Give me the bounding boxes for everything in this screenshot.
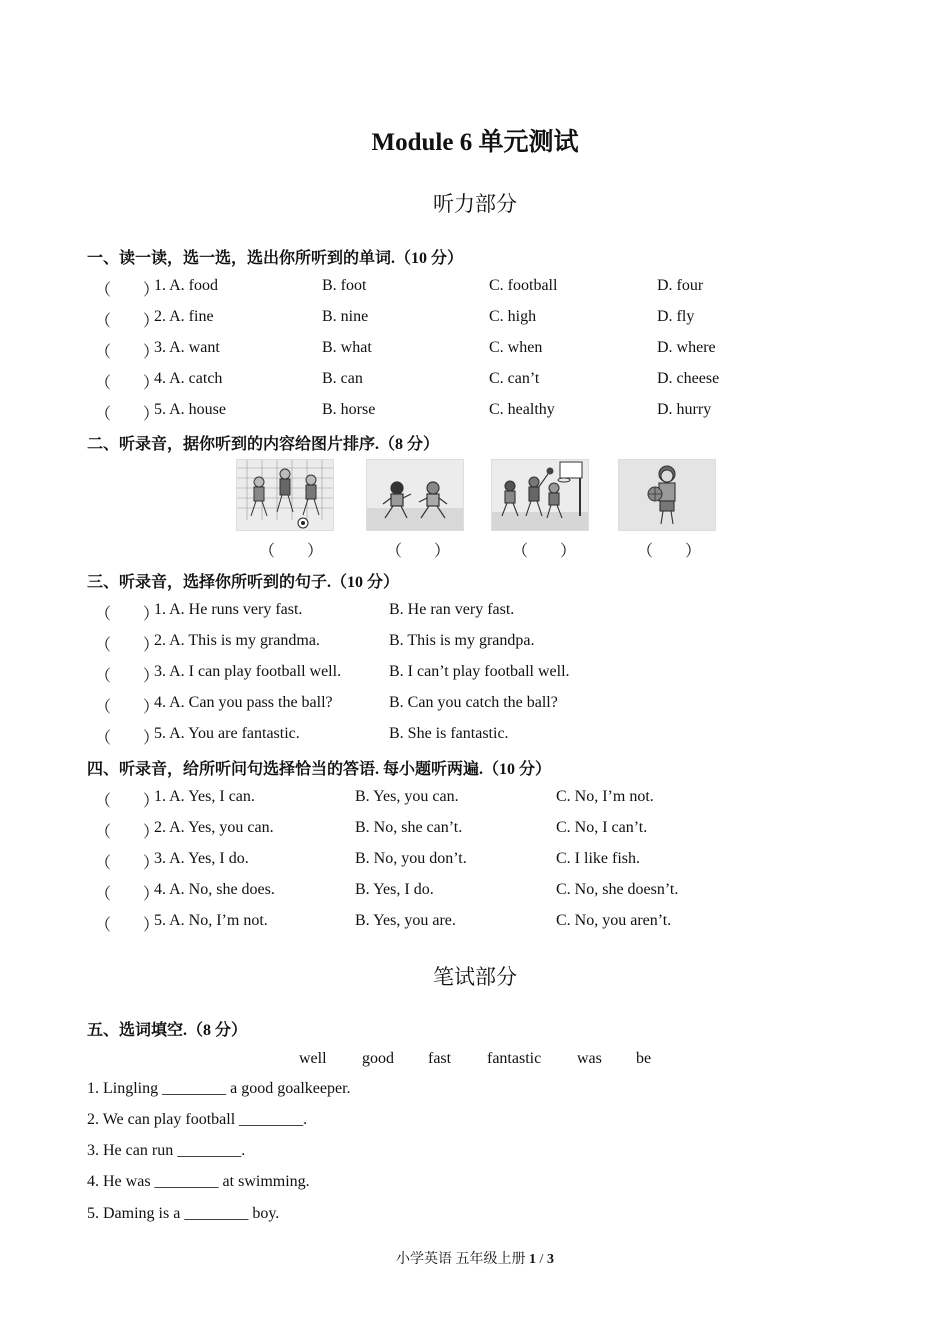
answer-blank[interactable]: （ ） bbox=[95, 886, 160, 903]
word-bank-word: was bbox=[577, 1050, 602, 1067]
running-children-picture bbox=[366, 459, 464, 531]
section-2-heading: 二、听录音，据你听到的内容给图片排序.（8 分） bbox=[87, 436, 440, 453]
section-4-heading: 四、听录音，给所听问句选择恰当的答语. 每小题听两遍.（10 分） bbox=[87, 761, 552, 778]
answer-blank[interactable]: （ ） bbox=[95, 824, 160, 841]
option-a: 1. A. food bbox=[154, 277, 218, 294]
option-a: 4. A. Can you pass the ball? bbox=[154, 694, 333, 711]
page-title: Module 6 单元测试 bbox=[371, 129, 579, 156]
option-d: D. hurry bbox=[657, 401, 712, 418]
section-3-heading: 三、听录音，选择你所听到的句子.（10 分） bbox=[87, 574, 400, 591]
option-a: 4. A. No, she does. bbox=[154, 881, 275, 898]
option-c: C. I like fish. bbox=[556, 850, 640, 867]
option-d: D. four bbox=[657, 277, 704, 294]
word-bank-word: good bbox=[362, 1050, 394, 1067]
option-a: 5. A. house bbox=[154, 401, 226, 418]
answer-blank[interactable]: （ ） bbox=[95, 637, 160, 654]
question-row bbox=[87, 401, 887, 423]
option-a: 1. A. Yes, I can. bbox=[154, 788, 255, 805]
answer-blank[interactable]: （ ） bbox=[95, 917, 160, 934]
word-bank-word: fast bbox=[428, 1050, 452, 1067]
question-row bbox=[87, 663, 887, 685]
option-b: B. nine bbox=[322, 308, 369, 325]
fill-blank-item: 2. We can play football ________. bbox=[87, 1111, 308, 1128]
fill-blank-item: 4. He was ________ at swimming. bbox=[87, 1173, 310, 1190]
question-row bbox=[87, 819, 887, 841]
footer-total: 3 bbox=[546, 1252, 554, 1267]
answer-blank[interactable]: （ ） bbox=[95, 344, 160, 361]
question-row bbox=[87, 725, 887, 747]
question-row bbox=[87, 601, 887, 623]
question-row bbox=[87, 788, 887, 810]
question-row bbox=[87, 339, 887, 361]
option-c: C. healthy bbox=[489, 401, 555, 418]
question-row bbox=[87, 277, 887, 299]
answer-blank[interactable]: （ ） bbox=[95, 730, 160, 747]
option-b: B. Yes, you can. bbox=[355, 788, 459, 805]
football-players-picture bbox=[236, 459, 334, 531]
option-a: 5. A. No, I’m not. bbox=[154, 912, 268, 929]
question-row bbox=[87, 912, 887, 934]
answer-blank[interactable]: （ ） bbox=[95, 855, 160, 872]
question-row bbox=[87, 308, 887, 330]
section-1-heading: 一、读一读，选一选，选出你所听到的单词.（10 分） bbox=[87, 250, 464, 267]
word-bank-word: fantastic bbox=[487, 1050, 542, 1067]
answer-blank[interactable]: （ ） bbox=[95, 375, 160, 392]
option-a: 2. A. This is my grandma. bbox=[154, 632, 320, 649]
option-d: D. where bbox=[657, 339, 716, 356]
question-row bbox=[87, 694, 887, 716]
option-b: B. what bbox=[322, 339, 372, 356]
question-row bbox=[87, 850, 887, 872]
option-b: B. Yes, I do. bbox=[355, 881, 434, 898]
answer-blank[interactable]: （ ） bbox=[95, 313, 160, 330]
option-c: C. No, I can’t. bbox=[556, 819, 648, 836]
option-c: C. when bbox=[489, 339, 543, 356]
question-row bbox=[87, 881, 887, 903]
answer-blank[interactable]: （ ） bbox=[95, 406, 160, 423]
answer-blank[interactable]: （ ） bbox=[95, 282, 160, 299]
option-b: B. He ran very fast. bbox=[389, 601, 515, 618]
footer-text: 小学英语 五年级上册 bbox=[396, 1252, 530, 1267]
option-c: C. football bbox=[489, 277, 558, 294]
basketball-players-picture bbox=[491, 459, 589, 531]
option-b: B. I can’t play football well. bbox=[389, 663, 570, 680]
option-b: B. Can you catch the ball? bbox=[389, 694, 558, 711]
picture-2-answer-blank[interactable]: （ ） bbox=[386, 543, 451, 560]
fill-blank-item: 1. Lingling ________ a good goalkeeper. bbox=[87, 1080, 351, 1097]
answer-blank[interactable]: （ ） bbox=[95, 668, 160, 685]
option-b: B. horse bbox=[322, 401, 376, 418]
option-c: C. high bbox=[489, 308, 537, 325]
writing-section-title: 笔试部分 bbox=[433, 965, 517, 989]
option-a: 2. A. Yes, you can. bbox=[154, 819, 274, 836]
word-bank-word: be bbox=[636, 1050, 652, 1067]
listening-section-title: 听力部分 bbox=[433, 192, 517, 216]
page-footer bbox=[0, 1248, 950, 1268]
footer-page: 1 bbox=[529, 1252, 537, 1267]
footer-sep: / bbox=[536, 1252, 547, 1267]
option-c: C. No, she doesn’t. bbox=[556, 881, 679, 898]
option-c: C. No, you aren’t. bbox=[556, 912, 672, 929]
word-bank-word: well bbox=[299, 1050, 327, 1067]
option-a: 1. A. He runs very fast. bbox=[154, 601, 303, 618]
question-row bbox=[87, 632, 887, 654]
option-a: 5. A. You are fantastic. bbox=[154, 725, 300, 742]
option-d: D. fly bbox=[657, 308, 695, 325]
option-a: 4. A. catch bbox=[154, 370, 223, 387]
option-b: B. No, you don’t. bbox=[355, 850, 467, 867]
answer-blank[interactable]: （ ） bbox=[95, 606, 160, 623]
option-b: B. No, she can’t. bbox=[355, 819, 463, 836]
option-b: B. can bbox=[322, 370, 363, 387]
option-c: C. can’t bbox=[489, 370, 540, 387]
option-c: C. No, I’m not. bbox=[556, 788, 654, 805]
picture-4-answer-blank[interactable]: （ ） bbox=[637, 543, 702, 560]
option-b: B. She is fantastic. bbox=[389, 725, 509, 742]
option-a: 3. A. Yes, I do. bbox=[154, 850, 249, 867]
option-a: 2. A. fine bbox=[154, 308, 214, 325]
boy-with-basketball-picture bbox=[618, 459, 716, 531]
answer-blank[interactable]: （ ） bbox=[95, 793, 160, 810]
option-d: D. cheese bbox=[657, 370, 720, 387]
option-a: 3. A. want bbox=[154, 339, 220, 356]
picture-3-answer-blank[interactable]: （ ） bbox=[512, 543, 577, 560]
option-b: B. This is my grandpa. bbox=[389, 632, 535, 649]
option-b: B. Yes, you are. bbox=[355, 912, 456, 929]
section-5-heading: 五、选词填空.（8 分） bbox=[87, 1022, 248, 1039]
answer-blank[interactable]: （ ） bbox=[95, 699, 160, 716]
question-row bbox=[87, 370, 887, 392]
option-a: 3. A. I can play football well. bbox=[154, 663, 342, 680]
fill-blank-item: 5. Daming is a ________ boy. bbox=[87, 1205, 280, 1222]
picture-1-answer-blank[interactable]: （ ） bbox=[259, 543, 324, 560]
option-b: B. foot bbox=[322, 277, 367, 294]
fill-blank-item: 3. He can run ________. bbox=[87, 1142, 246, 1159]
